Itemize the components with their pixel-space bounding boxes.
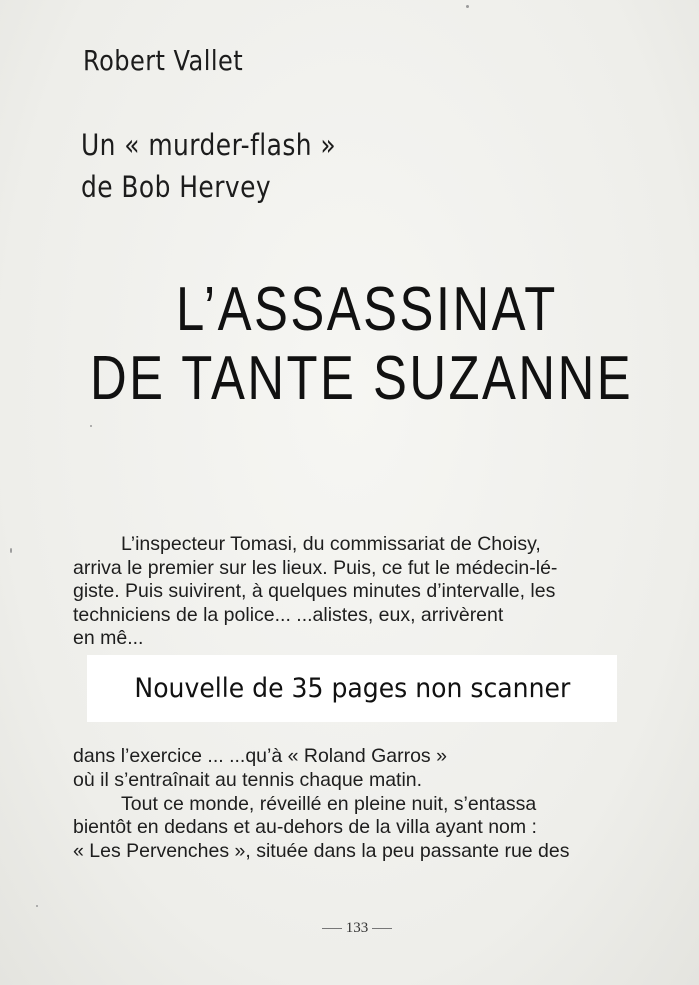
body-line: giste. Puis suivirent, à quelques minutes d’intervalle, les [73,580,556,603]
subtitle-line-1: Un « murder-flash » [81,128,337,162]
body-line: bientôt en dedans et au-dehors de la villa ayant nom : [73,816,537,839]
scan-speck [36,905,38,907]
redaction-notice-text: Nouvelle de 35 pages non scanner [134,673,570,704]
body-line: L’inspecteur Tomasi, du commissariat de Choisy, [121,533,541,555]
scan-speck [90,425,92,427]
body-line: en mê... [73,627,144,650]
body-line: « Les Pervenches », située dans la peu passante rue des [73,839,570,862]
page-number-value: 133 [345,920,369,936]
scan-speck [466,5,469,8]
body-line: dans l’exercice ... ...qu’à « Roland Garros » [73,745,447,768]
body-line: techniciens de la police... ...alistes, eux, arrivèrent [73,603,504,626]
page-number [312,920,402,937]
body-line: Tout ce monde, réveillé en pleine nuit, s’entassa [121,792,537,815]
body-line [73,722,651,746]
scan-speck [10,548,12,553]
subtitle-line-2: de Bob Hervey [81,170,272,204]
page-number-dash-left [322,928,342,929]
author-name: Robert Vallet [83,44,244,77]
story-title-line-1: L’ASSASSINAT [176,275,558,344]
page-number-dash-right [372,928,392,929]
body-line: où il s’entraînait au tennis chaque matin. [73,768,423,791]
redaction-notice-box [87,655,617,722]
story-title-line-2: DE TANTE SUZANNE [90,344,634,413]
body-line: arriva le premier sur les lieux. Puis, ce fut le médecin-lé- [73,556,558,579]
